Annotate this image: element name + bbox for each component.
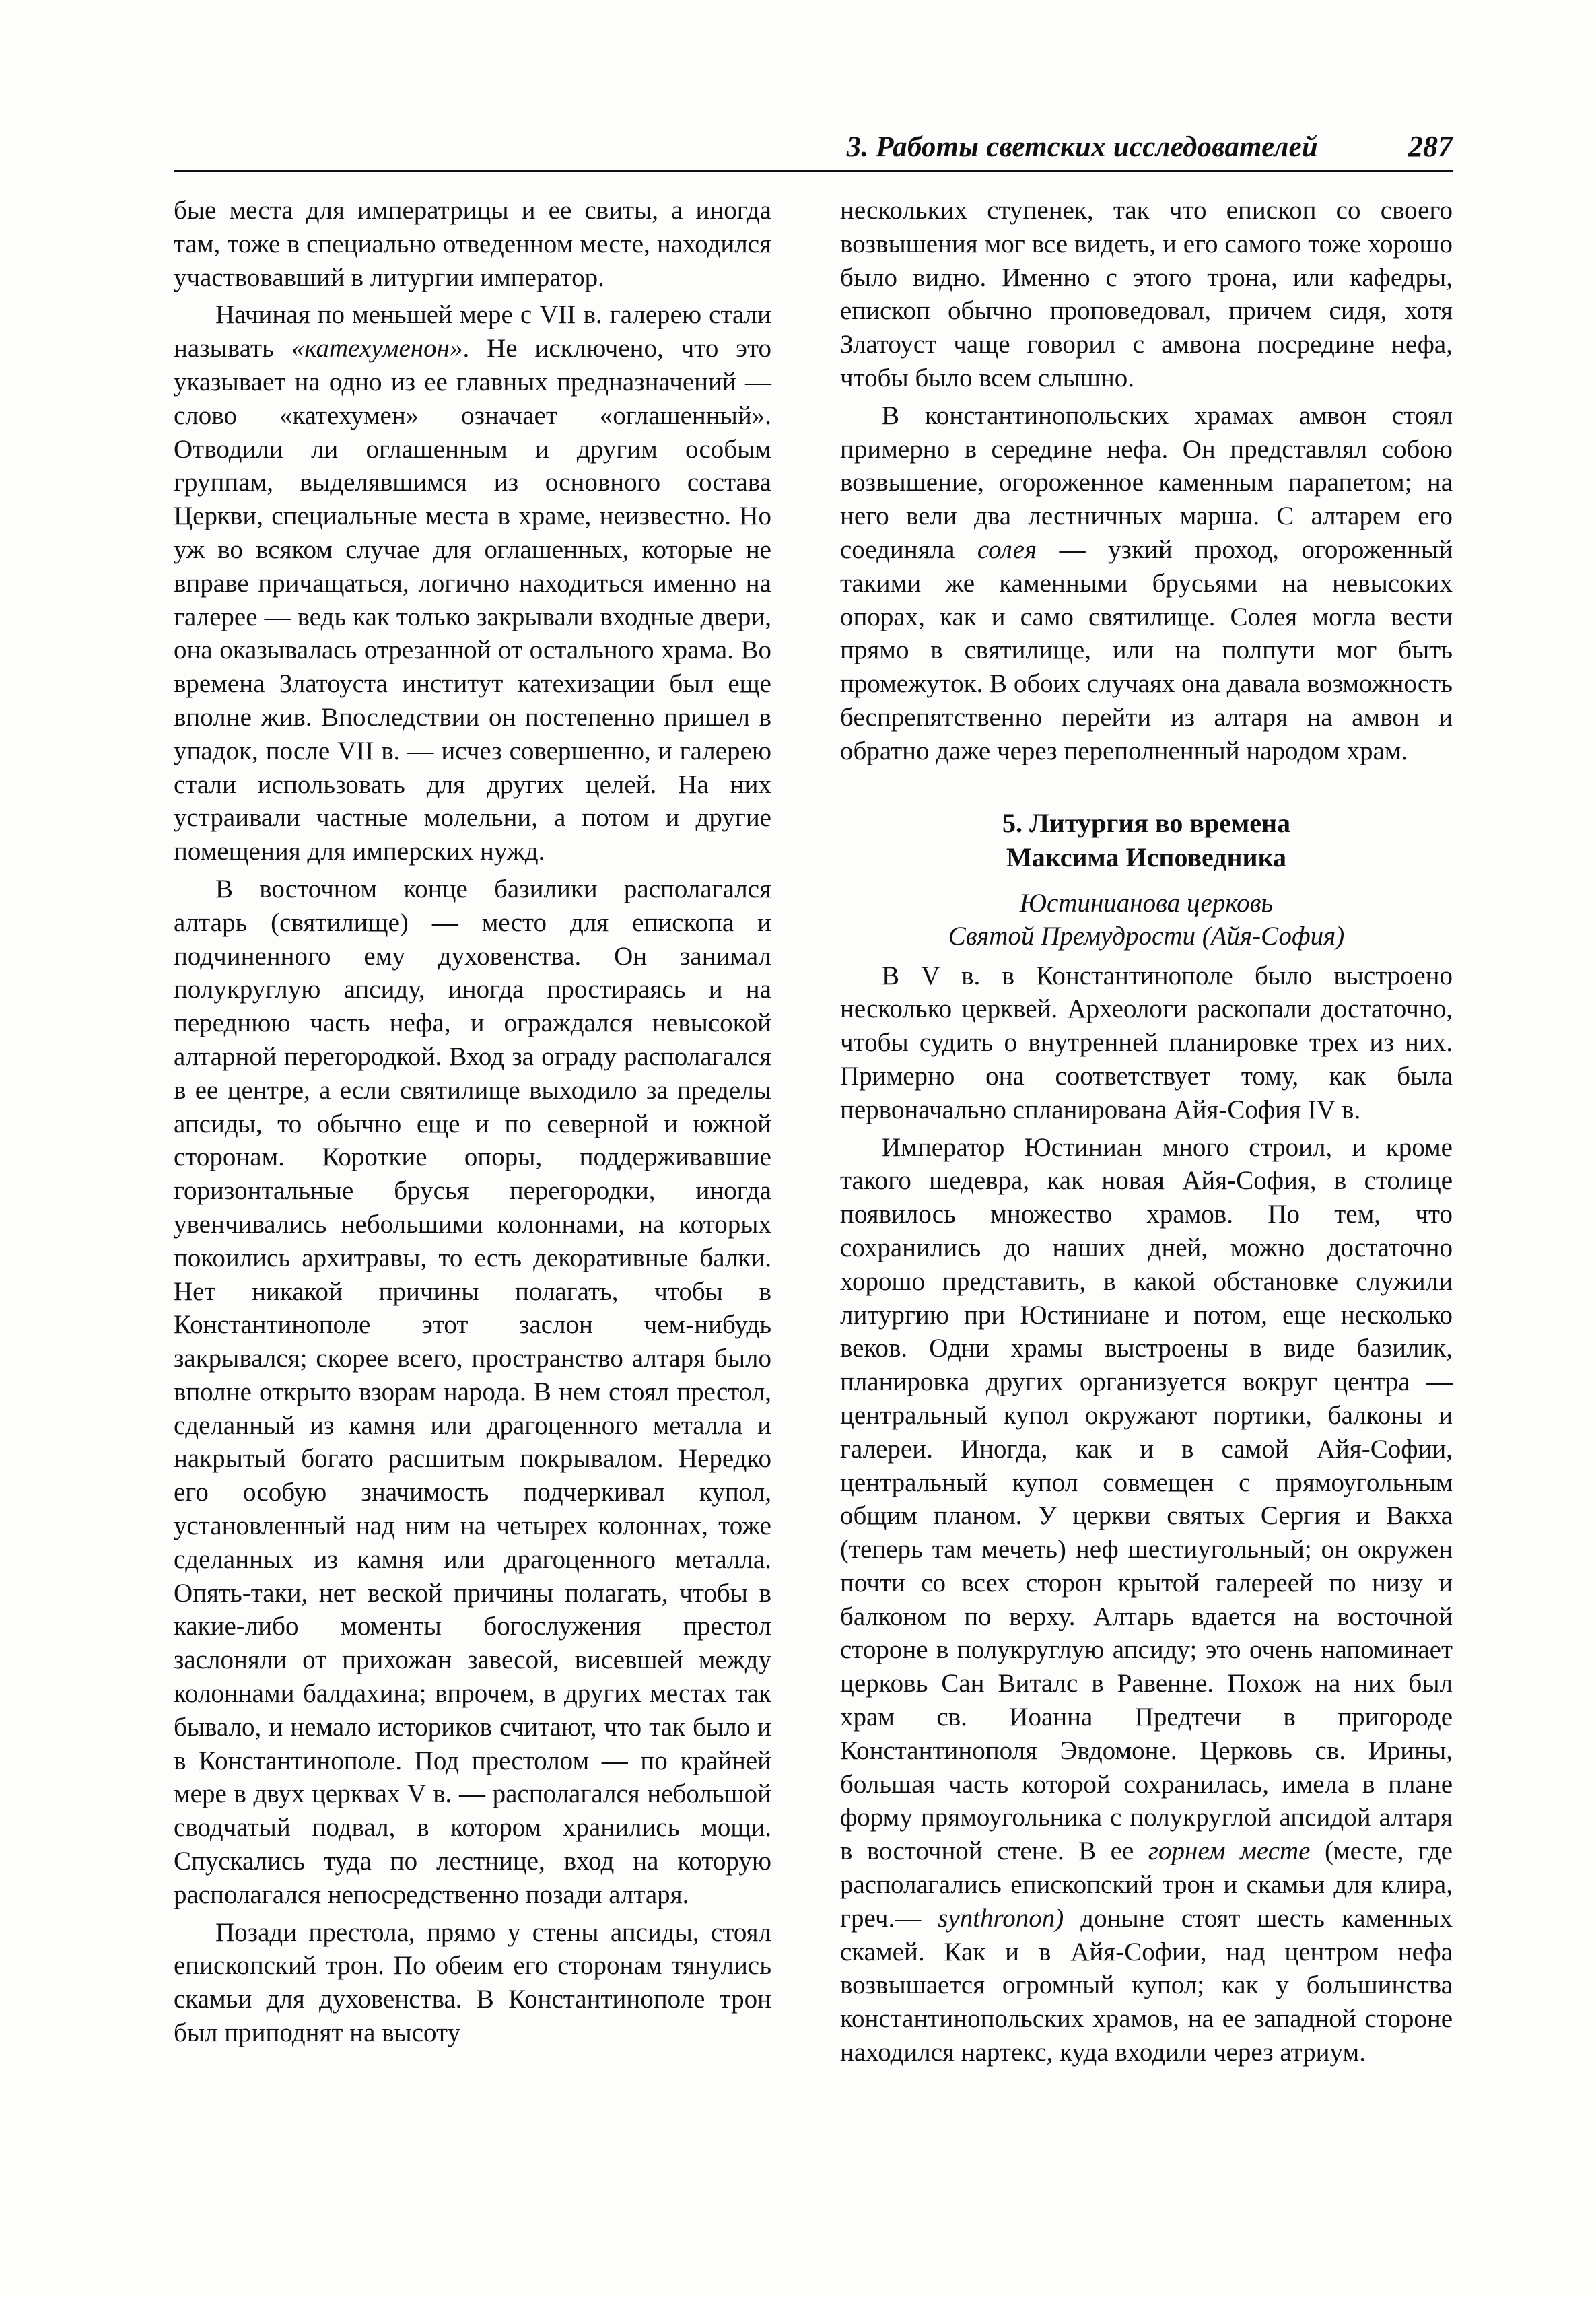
section-title bbox=[840, 806, 1453, 875]
term-soleya: солея bbox=[977, 535, 1037, 564]
paragraph bbox=[840, 959, 1453, 1127]
paragraph-text: нескольких ступенек, так что епископ со своего возвышения мог все видеть, и его самого тоже хорошо было видно. Именно с этого трона, или кафедры, епископ обычно проповедовал, причем сидя, хотя Златоуст чаще говорил с амвона посредине нефа, чтобы было всем слышно. bbox=[840, 196, 1453, 392]
paragraph-text: (месте, где располагались епископский трон и скамьи для клира, греч.— bbox=[840, 1837, 1453, 1933]
paragraph bbox=[174, 194, 771, 294]
paragraph-text: Император Юстиниан много строил, и кроме такого шедевра, как новая Айя-София, в столице появилось множество храмов. По тем, что сохранились до наших дней, можно достаточно хорошо представить, в какой обстановке служили литургию при Юстиниане и потом, еще несколько веков. Одни храмы выстроены в виде базилик, планировка других организуется вокруг центра — центральный купол окружают портики, балконы и галереи. Иногда, как и в самой Айя-Софии, центральный купол совмещен с прямоугольным общим планом. У церкви святых Сергия и Вакха (теперь там мечеть) неф шестиугольный; он окружен почти со всех сторон крытой галереей по низу и балконом по верху. Алтарь вдается на восточной стороне в полукруглую апсиду; это очень напоминает церковь Сан Виталс в Равенне. Похож на них был храм св. Иоанна Предтечи в пригороде Константинополя Эвдомоне. Церковь св. Ирины, большая часть которой сохранилась, имела в плане форму прямоугольника с полукруглой апсидой алтаря в восточной стене. В ее bbox=[840, 1132, 1453, 1866]
page-number: 287 bbox=[1408, 130, 1453, 163]
paragraph-text: бые места для императрицы и ее свиты, а иногда там, тоже в специально отведенном месте, находился участвовавший в литургии император. bbox=[174, 196, 771, 292]
section-title-line: 5. Литургия во времена bbox=[1002, 807, 1291, 838]
paragraph-text: . Не исключено, что это указывает на одно из ее главных предназначений — слово «катехумен» означает «оглашенный». Отводили ли оглашенным и другим особым группам, выделявшимся из основного состава Церкви, специальные места в храме, неизвестно. Но уж во всяком случае для оглашенных, которые не вправе причащаться, логично находиться именно на галерее — ведь как только закрывали входные двери, она оказывалась отрезанной от остального храма. Во времена Златоуста институт катехизации был еще вполне жив. Впоследствии он постепенно пришел в упадок, после VII в. — исчез совершенно, и галерею стали использовать для других целей. На них устраивали частные молельни, а потом и другие помещения для имперских нужд. bbox=[174, 334, 771, 866]
section-title-line: Максима Исповедника bbox=[1006, 842, 1287, 872]
paragraph-text: Начиная по меньшей мере с VII в. галерею стали называть bbox=[174, 300, 771, 364]
subtitle-line: Юстинианова церковь bbox=[1019, 888, 1274, 918]
right-column bbox=[840, 194, 1453, 2073]
term-synthronon: synthronon) bbox=[938, 1903, 1064, 1933]
paragraph-text: доныне стоят шесть каменных скамей. Как и в Айя-Софии, над центром нефа возвышается огромный купол; как у большинства константинопольских храмов, на ее западной стороне находился нартекс, куда входили через атриум. bbox=[840, 1903, 1453, 2067]
paragraph bbox=[840, 194, 1453, 395]
paragraph-text: В V в. в Константинополе было выстроено несколько церквей. Археологи раскопали достаточно, чтобы судить о внутренней планировке трех из них. Примерно она соответствует тому, как была первоначально спланирована Айя-София IV в. bbox=[840, 961, 1453, 1124]
paragraph bbox=[840, 1131, 1453, 2069]
paragraph-text: — узкий проход, огороженный такими же каменными брусьями на невысоких опорах, как и само святилище. Солея могла вести прямо в святилище, или на полпути мог быть промежуток. В обоих случаях она давала возможность беспрепятственно перейти из алтаря на амвон и обратно даже через переполненный народом храм. bbox=[840, 535, 1453, 765]
left-column bbox=[174, 194, 771, 2054]
paragraph bbox=[174, 872, 771, 1912]
section-subtitle bbox=[840, 887, 1453, 953]
paragraph-text: В константинопольских храмах амвон стоял примерно в середине нефа. Он представлял собою возвышение, огороженное каменным парапетом; на него вели два лестничных марша. С алтарем его соединяла bbox=[840, 401, 1453, 564]
page-header bbox=[174, 128, 1453, 172]
paragraph-text: В восточном конце базилики располагался алтарь (святилище) — место для епископа и подчиненного ему духовенства. Он занимал полукруглую апсиду, иногда простираясь и на переднюю часть нефа, и ограждался невысокой алтарной перегородкой. Вход за ограду располагался в ее центре, а если святилище выходило за пределы апсиды, то обычно еще и по северной и южной сторонам. Короткие опоры, поддерживавшие горизонтальные брусья перегородки, иногда увенчивались небольшими колоннами, на которых покоились архитравы, то есть декоративные балки. Нет никакой причины полагать, чтобы в Константинополе этот заслон чем-нибудь закрывался; скорее всего, пространство алтаря было вполне открыто взорам народа. В нем стоял престол, сделанный из камня или драгоценного металла и накрытый богато расшитым покрывалом. Нередко его особую значимость подчеркивал купол, установленный над ним на четырех колоннах, тоже сделанных из камня или драгоценного металла. Опять-таки, нет веской причины полагать, чтобы в какие-либо моменты богослужения престол заслоняли от прихожан завесой, висевшей между колоннами балдахина; впрочем, в других местах так бывало, и немало историков считают, что так было и в Константинополе. Под престолом — по крайней мере в двух церквах V в. — располагался небольшой сводчатый подвал, в котором хранились мощи. Спускались туда по лестнице, вход на которую располагался непосредственно позади алтаря. bbox=[174, 874, 771, 1909]
running-head: 3. Работы светских исследователей bbox=[846, 131, 1318, 163]
paragraph-text: Позади престола, прямо у стены апсиды, стоял епископский трон. По обеим его сторонам тянулись скамьи для духовенства. В Константинополе трон был приподнят на высоту bbox=[174, 1917, 771, 2048]
paragraph bbox=[174, 1916, 771, 2050]
paragraph bbox=[174, 298, 771, 868]
term-katekhumenon: «катехуменон» bbox=[291, 334, 463, 364]
paragraph bbox=[840, 399, 1453, 768]
subtitle-line: Святой Премудрости (Айя-София) bbox=[948, 921, 1345, 951]
term-gornee-mesto: горнем месте bbox=[1148, 1837, 1311, 1866]
